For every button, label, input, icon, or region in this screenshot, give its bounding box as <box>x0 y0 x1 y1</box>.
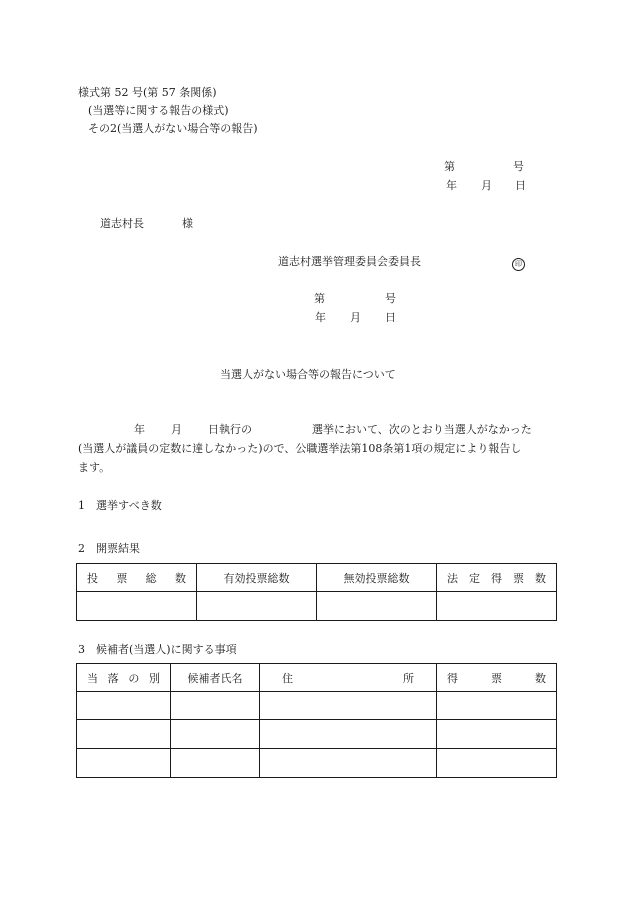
body-line-2: (当選人が議員の定数に達しなかった)ので、公職選挙法第108条第1項の規定により報告し <box>78 442 522 455</box>
cell-votes[interactable] <box>437 692 557 720</box>
body-month-label: 月 <box>171 423 182 436</box>
header-char: の <box>128 671 140 685</box>
cell-address[interactable] <box>260 720 437 749</box>
header-chars <box>437 670 556 686</box>
section-2-number: 2 <box>78 542 85 555</box>
section-3-title: 候補者(当選人)に関する事項 <box>96 643 237 656</box>
header-char: 投 <box>87 571 98 585</box>
cell-candidate-name[interactable] <box>171 720 260 749</box>
cell-candidate-name[interactable] <box>171 692 260 720</box>
document-title: 当選人がない場合等の報告について <box>220 368 396 381</box>
header-chars <box>197 570 316 586</box>
header-char: 当 <box>87 671 98 685</box>
col-header-candidate-name <box>171 664 260 692</box>
section-1-title: 選挙すべき数 <box>96 499 162 512</box>
cell-votes[interactable] <box>437 720 557 749</box>
section-3-number: 3 <box>78 643 85 656</box>
cell-result[interactable] <box>77 720 171 749</box>
table-row <box>77 692 557 720</box>
ref2-year-label: 年 <box>315 311 326 324</box>
cell-address[interactable] <box>260 749 437 778</box>
date-day-label: 日 <box>515 179 526 192</box>
header-char: 定 <box>469 571 480 585</box>
form-number: 様式第 52 号(第 57 条関係) <box>78 86 217 99</box>
col-header-address <box>260 664 437 692</box>
cell-valid-votes[interactable] <box>197 592 317 621</box>
ref2-go: 号 <box>385 292 396 305</box>
header-char: 数 <box>174 571 186 585</box>
col-header-total-votes <box>77 564 197 592</box>
cell-invalid-votes[interactable] <box>317 592 437 621</box>
header-char: 票 <box>116 571 128 585</box>
addressee-name: 道志村長 <box>100 217 144 230</box>
header-chars <box>77 570 196 586</box>
header-char: 住 <box>282 671 293 685</box>
date-year-label: 年 <box>446 179 457 192</box>
form-subtitle-2: その2(当選人がない場合等の報告) <box>88 122 258 135</box>
header-char: 所 <box>403 671 414 685</box>
header-chars <box>77 670 170 686</box>
date-month-label: 月 <box>481 179 492 192</box>
header-chars <box>171 670 259 686</box>
col-header-result <box>77 664 171 692</box>
body-line-3: ます。 <box>78 461 111 474</box>
form-subtitle: (当選等に関する報告の様式) <box>88 104 229 117</box>
header-chars <box>317 570 436 586</box>
cell-total-votes[interactable] <box>77 592 197 621</box>
header-char: 法 <box>447 571 458 585</box>
addressee-honorific: 様 <box>182 217 193 230</box>
cell-votes[interactable] <box>437 749 557 778</box>
ballot-results-table <box>76 563 557 621</box>
cell-result[interactable] <box>77 692 171 720</box>
cell-result[interactable] <box>77 749 171 778</box>
table-header-row <box>77 564 557 592</box>
header-char: 数 <box>535 671 546 685</box>
ref2-dai: 第 <box>314 292 325 305</box>
header-char: 総 <box>145 571 157 585</box>
col-header-valid-votes <box>197 564 317 592</box>
header-char: 得 <box>491 571 502 585</box>
header-char: 得 <box>447 671 458 685</box>
seal-mark <box>512 256 525 271</box>
ref-go: 号 <box>513 160 524 173</box>
header-char: 無効投票総数 <box>343 571 410 585</box>
header-chars <box>260 670 436 686</box>
header-char: 有効投票総数 <box>223 571 290 585</box>
header-chars <box>437 570 556 586</box>
ref2-day-label: 日 <box>385 311 396 324</box>
cell-address[interactable] <box>260 692 437 720</box>
header-char: 落 <box>107 671 119 685</box>
col-header-legal-votes <box>437 564 557 592</box>
table-row <box>77 592 557 621</box>
body-line-1: 選挙において、次のとおり当選人がなかった <box>312 423 532 436</box>
body-year-label: 年 <box>134 423 145 436</box>
header-char: 別 <box>148 671 160 685</box>
header-char: 票 <box>491 671 502 685</box>
table-row <box>77 720 557 749</box>
col-header-votes <box>437 664 557 692</box>
candidate-table <box>76 663 557 778</box>
cell-candidate-name[interactable] <box>171 749 260 778</box>
header-char: 票 <box>513 571 524 585</box>
table-row <box>77 749 557 778</box>
ref2-month-label: 月 <box>350 311 361 324</box>
sender-title: 道志村選挙管理委員会委員長 <box>278 255 421 268</box>
ref-dai: 第 <box>444 160 455 173</box>
seal-icon: 印 <box>512 258 525 271</box>
section-1-number: 1 <box>78 499 85 512</box>
header-char: 数 <box>535 571 546 585</box>
cell-legal-votes[interactable] <box>437 592 557 621</box>
body-day-label: 日執行の <box>208 423 252 436</box>
header-char: 候補者氏名 <box>187 671 243 685</box>
table-header-row <box>77 664 557 692</box>
col-header-invalid-votes <box>317 564 437 592</box>
section-2-title: 開票結果 <box>96 542 140 555</box>
